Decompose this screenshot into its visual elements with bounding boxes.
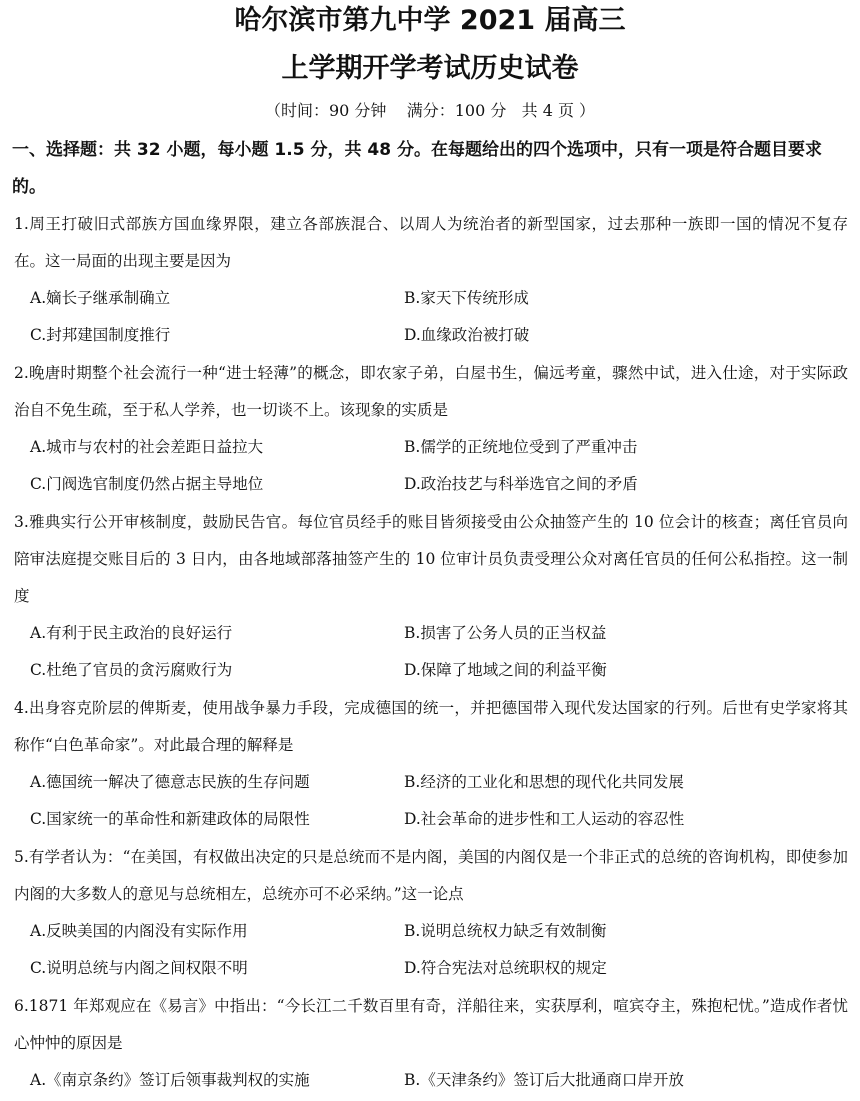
question-1-option-a: A.嫡长子继承制确立 xyxy=(30,289,171,307)
question-5-option-a: A.反映美国的内阁没有实际作用 xyxy=(30,922,248,940)
question-3-option-c: C.杜绝了官员的贪污腐败行为 xyxy=(30,661,233,679)
question-6-option-a: A.《南京条约》签订后领事裁判权的实施 xyxy=(30,1071,310,1089)
question-6-option-b: B.《天津条约》签订后大批通商口岸开放 xyxy=(404,1071,684,1089)
question-3-option-b: B.损害了公务人员的正当权益 xyxy=(404,624,607,642)
question-1-option-d: D.血缘政治被打破 xyxy=(404,326,530,344)
exam-title-line1: 哈尔滨市第九中学 2021 届高三 xyxy=(234,5,626,36)
question-2-option-d: D.政治技艺与科举选官之间的矛盾 xyxy=(404,475,638,493)
exam-meta: （时间：90 分钟 满分：100 分 共 4 页 ） xyxy=(264,101,596,120)
question-5-option-c: C.说明总统与内阁之间权限不明 xyxy=(30,959,248,977)
question-4-option-a: A.德国统一解决了德意志民族的生存问题 xyxy=(30,773,310,791)
question-5-option-d: D.符合宪法对总统职权的规定 xyxy=(404,959,607,977)
question-3-stem: 3.雅典实行公开审核制度，鼓励民告官。每位官员经手的账目皆须接受由公众抽签产生的 10 位会计的核查；离任官员向陪审法庭提交账目后的 3 日内，由各地域部落抽签产生的 10 位审计员负责受理公众对离任官员的任何公私指控。这一制度 xyxy=(14,513,848,605)
question-5-option-b: B.说明总统权力缺乏有效制衡 xyxy=(404,922,607,940)
question-1-option-c: C.封邦建国制度推行 xyxy=(30,326,171,344)
section-heading: 一、选择题：共 32 小题，每小题 1.5 分，共 48 分。在每题给出的四个选项中，只有一项是符合题目要求的。 xyxy=(12,140,822,197)
question-4-option-c: C.国家统一的革命性和新建政体的局限性 xyxy=(30,810,310,828)
question-1-option-b: B.家天下传统形成 xyxy=(404,289,529,307)
question-3-option-d: D.保障了地域之间的利益平衡 xyxy=(404,661,607,679)
question-2-stem: 2.晚唐时期整个社会流行一种“进士轻薄”的概念，即农家子弟，白屋书生，偏远考童，骤然中试，进入仕途，对于实际政治自不免生疏，至于私人学养，也一切谈不上。该现象的实质是 xyxy=(14,364,848,419)
question-4-option-b: B.经济的工业化和思想的现代化共同发展 xyxy=(404,773,684,791)
question-2-option-a: A.城市与农村的社会差距日益拉大 xyxy=(30,438,264,456)
question-1-stem: 1.周王打破旧式部族方国血缘界限，建立各部族混合、以周人为统治者的新型国家，过去那种一族即一国的情况不复存在。这一局面的出现主要是因为 xyxy=(14,215,848,270)
question-5-stem: 5.有学者认为：“在美国，有权做出决定的只是总统而不是内阁，美国的内阁仅是一个非正式的总统的咨询机构，即使参加内阁的大多数人的意见与总统相左，总统亦可不必采纳。”这一论点 xyxy=(14,848,848,903)
question-3-option-a: A.有利于民主政治的良好运行 xyxy=(30,624,233,642)
question-2-option-c: C.门阀选官制度仍然占据主导地位 xyxy=(30,475,264,493)
question-4-option-d: D.社会革命的进步性和工人运动的容忍性 xyxy=(404,810,685,828)
question-4-stem: 4.出身容克阶层的俾斯麦，使用战争暴力手段，完成德国的统一，并把德国带入现代发达国家的行列。后世有史学家将其称作“白色革命家”。对此最合理的解释是 xyxy=(14,699,848,754)
question-6-stem: 6.1871 年郑观应在《易言》中指出：“今长江二千数百里有奇，洋船往来，实获厚利，喧宾夺主，殊抱杞忧。”造成作者忧心忡忡的原因是 xyxy=(14,997,848,1052)
exam-title-line2: 上学期开学考试历史试卷 xyxy=(281,53,579,84)
question-2-option-b: B.儒学的正统地位受到了严重冲击 xyxy=(404,438,638,456)
